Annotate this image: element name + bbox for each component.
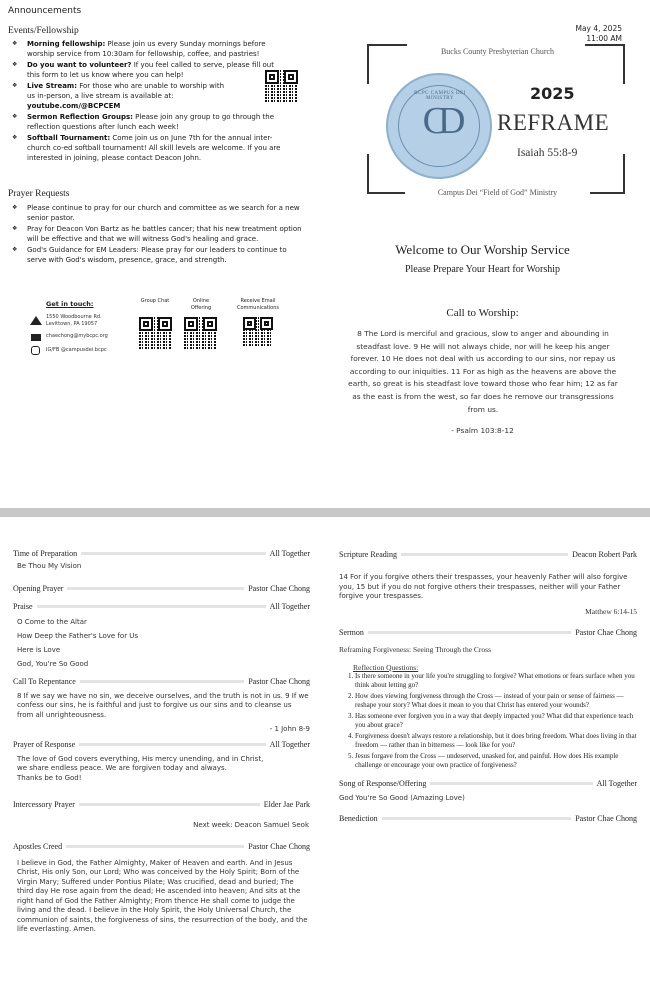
- contact-address: 1550 Woodbourne Rd. Levittown, PA 19057: [46, 314, 102, 327]
- order-item-apostles-creed: Apostles Creed Pastor Chae Chong: [13, 841, 310, 851]
- events-heading: Events/Fellowship: [8, 26, 79, 36]
- logo-verse: Isaiah 55:8-9: [517, 147, 578, 159]
- reflection-question: 5. Jesus forgave from the Cross — undeserved, unasked for, and painful. How does His example challenge or encourage your own practice of forgiveness?: [355, 752, 637, 770]
- time: 11:00 AM: [586, 34, 622, 43]
- contact-social: IG/FB @campusdei.bcpc: [46, 347, 107, 353]
- logo-letters: CD: [422, 100, 456, 142]
- livestream-qr-code[interactable]: [265, 70, 298, 103]
- reflection-question: 3. Has someone ever forgiven you in a way that deeply impacted you? What did that experience teach you about grace?: [355, 712, 637, 730]
- call-to-worship-ref: - Psalm 103:8-12: [451, 426, 514, 435]
- announcements-title: Announcements: [8, 6, 82, 16]
- event-item: ❖ Softball Tournament: Come join us on June 7th for the annual inter-church co-ed softball tournament! All skill levels are welcome. If you are interested in joining, please contact Deacon John.: [8, 133, 283, 163]
- event-item: ❖ Morning fellowship: Please join us every Sunday mornings before worship service from 10:30am for fellowship, coffee, and pastries!: [8, 39, 283, 59]
- logo-ring-text: BCPC CAMPUS DEI MINISTRY: [414, 91, 466, 101]
- prayer-heading: Prayer Requests: [8, 189, 70, 199]
- order-item-intercessory-prayer: Intercessory Prayer Elder Jae Park: [13, 800, 310, 809]
- praise-song: O Come to the Altar: [17, 617, 87, 626]
- response-text: The love of God covers everything, His mercy unending, and in Christ, we share endless peace. We are forgiven today and always. Thanks be to God!: [17, 754, 264, 782]
- contact-title: Get in touch:: [46, 300, 94, 308]
- response-song: God You're So Good (Amazing Love): [339, 794, 465, 802]
- prayer-item: ❖ God's Guidance for EM Leaders: Please pray for our leaders to continue to serve with God's wisdom, presence, grace, and strength.: [8, 245, 305, 265]
- call-to-worship-text: 8 The Lord is merciful and gracious, slow to anger and abounding in steadfast love. 9 He will not always chide, nor will he keep his anger forever. 10 He does not deal with us according to our sins, nor repay us according to our iniquities. 11 For as high as the heavens are above the earth, so great is his steadfast love toward those who fear him; 12 as far as the east is from the west, so far does he remove our transgressions from us.: [348, 329, 618, 414]
- order-item-sermon: Sermon Pastor Chae Chong: [339, 628, 637, 637]
- order-item-repentance: Call To Repentance Pastor Chae Chong: [13, 676, 310, 686]
- page-divider: [0, 508, 650, 517]
- logo-church-name: Bucks County Presbyterian Church: [440, 47, 555, 56]
- reflection-title: Reflection Questions:: [353, 662, 419, 672]
- creed-text: I believe in God, the Father Almighty, Maker of Heaven and earth. And in Jesus Christ, His only Son, our Lord; Who was conceived by the Holy Spirit; Born of the Virgin Mary; Suffered under Pontius Pilate; Was crucified, dead and buried; The third day He rose again from the dead; He ascended into heaven; And sits at the right hand of God the Father Almighty; From thence He shall come to judge the living and the dead. I believe in the Holy Spirit, the Holy Universal Church, the communion of saints, the forgiveness of sins, the resurrection of the body, and the life everlasting. Amen.: [17, 858, 308, 933]
- contact-email[interactable]: chaechong@mybcpc.org: [46, 333, 108, 339]
- preparation-song: Be Thou My Vision: [17, 562, 82, 570]
- praise-song: Here is Love: [17, 645, 61, 654]
- order-item-scripture: Scripture Reading Deacon Robert Park: [339, 550, 637, 559]
- event-item: ❖ Sermon Reflection Groups: Please join any group to go through the reflection questions after lunch each week!: [8, 112, 283, 132]
- repentance-text: 8 If we say we have no sin, we deceive ourselves, and the truth is not in us. 9 If we confess our sins, he is faithful and just to forgive us our sins and to cleanse us from all unrighteousness.: [17, 691, 309, 719]
- logo-year: 2025: [530, 84, 575, 103]
- repentance-ref: - 1 John 8-9: [269, 725, 310, 733]
- order-item-opening-prayer: Opening Prayer Pastor Chae Chong: [13, 583, 310, 593]
- order-left-column: [13, 548, 310, 935]
- email-qr-code[interactable]: [243, 317, 273, 347]
- scripture-ref: Matthew 6:14-15: [585, 606, 637, 616]
- prayer-list: [8, 203, 305, 266]
- qr-label-online-offering: Online Offering: [190, 298, 212, 311]
- church-icon: [30, 316, 42, 325]
- online-offering-qr-code[interactable]: [184, 317, 217, 350]
- welcome-heading: Welcome to Our Worship Service: [395, 242, 570, 257]
- event-item: ❖ Live Stream: For those who are unable to worship with us in-person, a live stream is available at: youtube.com/@BCPCEM: [8, 81, 233, 111]
- qr-label-email: Receive Email Communications: [236, 298, 279, 311]
- praise-song: How Deep the Father's Love for Us: [17, 631, 139, 640]
- praise-songs: [13, 615, 310, 671]
- praise-song: God, You're So Good: [17, 659, 89, 668]
- mail-icon: [31, 334, 41, 341]
- group-chat-qr-code[interactable]: [139, 317, 172, 350]
- prepare-heading: Please Prepare Your Heart for Worship: [404, 264, 561, 275]
- qr-label-group-chat: Group Chat: [140, 298, 170, 304]
- livestream-link[interactable]: youtube.com/@BCPCEM: [27, 102, 121, 110]
- order-item-benediction: Benediction Pastor Chae Chong: [339, 813, 637, 823]
- date: May 4, 2025: [575, 24, 622, 33]
- intercessory-next: Next week: Deacon Samuel Seok: [193, 821, 309, 829]
- instagram-icon: [31, 346, 40, 355]
- sermon-title: Reframing Forgiveness: Seeing Through the Cross: [339, 645, 491, 654]
- reflection-questions: [339, 672, 637, 770]
- logo-theme: REFRAME: [497, 110, 610, 135]
- prayer-item: ❖ Pray for Deacon Von Bartz as he battles cancer; that his new treatment option will be effective and that we will witness God's healing and grace.: [8, 224, 305, 244]
- logo-ministry: Campus Dei “Field of God” Ministry: [405, 188, 590, 197]
- order-right-column: [339, 549, 637, 824]
- reflection-question: 2. How does viewing forgiveness through the Cross — instead of your pain or sense of fairness — reshape your story? What does it mean to you that Christ has entered your wounds?: [355, 692, 637, 710]
- reflection-question: 1. Is there someone in your life you're struggling to forgive? What emotions or fears surface when you think about letting go?: [355, 672, 637, 690]
- reflection-question: 4. Forgiveness doesn't always restore a relationship, but it does bring freedom. What does living in that freedom — rather than in bitterness — look like for you?: [355, 732, 637, 750]
- events-list: [8, 39, 283, 164]
- order-item-praise: Praise All Together: [13, 601, 310, 611]
- event-item: ❖ Do you want to volunteer? If you feel called to serve, please fill out this form to let us know where you can help!: [8, 60, 283, 80]
- scripture-text: 14 For if you forgive others their trespasses, your heavenly Father will also forgive you, 15 but if you do not forgive others their trespasses, neither will your Father forgive your trespasses.: [339, 573, 628, 600]
- call-to-worship-title: Call to Worship:: [446, 307, 519, 319]
- cd-logo-emblem: [386, 73, 492, 179]
- order-item-prayer-of-response: Prayer of Response All Together: [13, 739, 310, 749]
- order-item-preparation: Time of Preparation All Together: [13, 549, 310, 558]
- prayer-item: ❖ Please continue to pray for our church and committee as we search for a new senior pastor.: [8, 203, 305, 223]
- order-item-song-of-response: Song of Response/Offering All Together: [339, 779, 637, 788]
